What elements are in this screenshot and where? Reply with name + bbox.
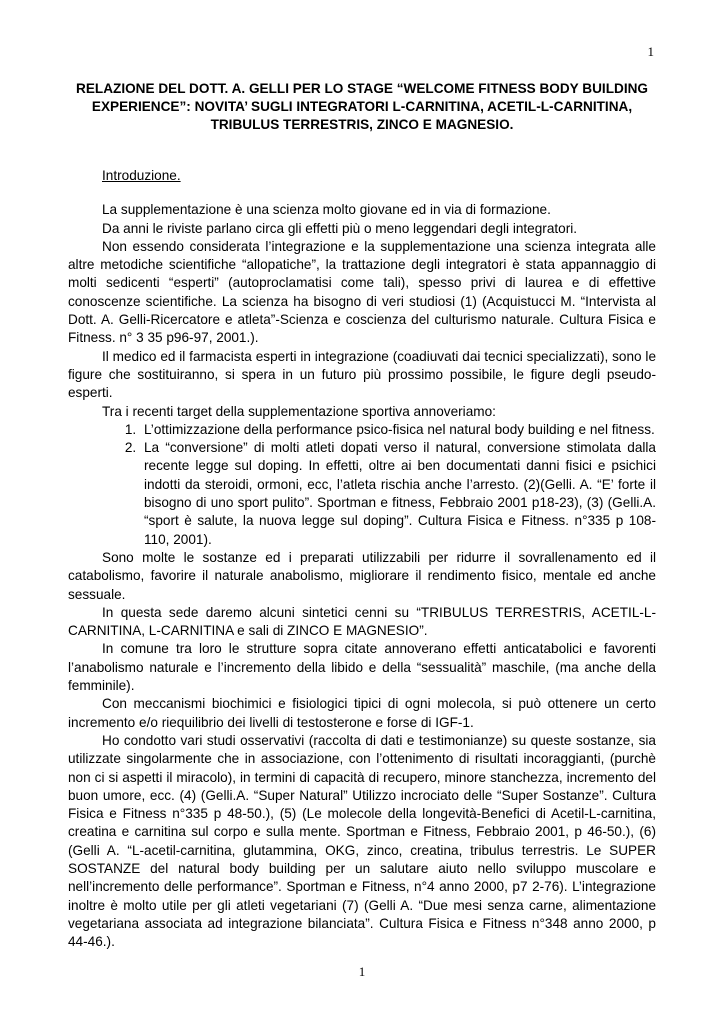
- paragraph: Non essendo considerata l’integrazione e la supplementazione una scienza integrata alle altre metodiche scientifiche “allopatiche”, la trattazione degli integratori è stata appannaggio di molti sedicenti “esperti” (autoproclamatisi come tali), spesso privi di laurea e di effettive conoscenze scientifiche. La scienza ha bisogno di veri studiosi (1) (Acquistucci M. “Intervista al Dott. A. Gelli-Ricercatore e atleta”-Scienza e coscienza del culturismo naturale. Cultura Fisica e Fitness. n° 3 35 p96-97, 2001.).: [68, 238, 656, 346]
- list-item: 2. La “conversione” di molti atleti dopati verso il natural, conversione stimolata dalla recente legge sul doping. In effetti, oltre ai ben documentati danni fisici e psichici indotti da steroidi, ormoni, ecc, l’atleta rischia anche l’arresto. (2)(Gelli. A. “E’ forte il bisogno di uno sport pulito”. Sportman e fitness, Febbraio 2001 p18-23), (3) (Gelli.A. “sport è salute, la nuova legge sul doping”. Cultura Fisica e Fitness. n°335 p 108-110, 2001).: [140, 439, 656, 549]
- paragraph: In comune tra loro le strutture sopra citate annoverano effetti anticatabolici e favorenti l’anabolismo naturale e l’incremento della libido e della “sessualità” maschile, (ma anche della femminile).: [68, 641, 656, 694]
- paragraph: Sono molte le sostanze ed i preparati utilizzabili per ridurre il sovrallenamento ed il catabolismo, favorire il naturale anabolismo, migliorare il rendimento fisico, mentale ed anche sessuale.: [68, 549, 656, 602]
- page-number-top: 1: [647, 44, 654, 59]
- paragraph: Da anni le riviste parlano circa gli effetti più o meno leggendari degli integratori.: [102, 220, 578, 236]
- list-item: 1. L’ottimizzazione della performance psico-fisica nel natural body building e nel fitness.: [140, 421, 656, 439]
- page-number-bottom: 1: [358, 964, 366, 979]
- paragraph: Con meccanismi biochimici e fisiologici tipici di ogni molecola, si può ottenere un certo incremento e/o riequilibrio dei livelli di testosterone e forse di IGF-1.: [68, 696, 656, 730]
- paragraph: La supplementazione è una scienza molto giovane ed in via di formazione.: [102, 202, 551, 218]
- numbered-list: [68, 421, 656, 549]
- paragraph: In questa sede daremo alcuni sintetici cenni su “TRIBULUS TERRESTRIS, ACETIL-L-CARNITINA, L-CARNITINA e sali di ZINCO E MAGNESIO”.: [68, 604, 656, 639]
- document-body: [68, 80, 656, 951]
- paragraph: Il medico ed il farmacista esperti in integrazione (coadiuvati dai tecnici specializzati), sono le figure che sostituiranno, si spera in un futuro più prossimo possibile, le figure degli pseudo-esperti.: [68, 348, 656, 401]
- paragraph: Tra i recenti target della supplementazione sportiva annoveriamo:: [102, 403, 496, 419]
- section-heading: Introduzione.: [102, 168, 181, 183]
- document-title: RELAZIONE DEL DOTT. A. GELLI PER LO STAGE “WELCOME FITNESS BODY BUILDING EXPERIENCE”: NOVITA’ SUGLI INTEGRATORI L-CARNITINA, ACETIL-L-CARNITINA, TRIBULUS TERRESTRIS, ZINCO E MAGNESIO.: [76, 81, 648, 132]
- paragraph: Ho condotto vari studi osservativi (raccolta di dati e testimonianze) su queste sostanze, sia utilizzate singolarmente che in associazione, con l’ottenimento di risultati incoraggianti, (purchè non ci si aspetti il miracolo), in termini di capacità di recupero, minore stanchezza, incremento del buon umore, ecc. (4) (Gelli.A. “Super Natural” Utilizzo incrociato delle “Super Sostanze”. Cultura Fisica e Fitness n°335 p 48-50.), (5) (Le molecole della longevità-Benefici di Acetil-L-carnitina, creatina e carnitina sul corpo e sulla mente. Sportman e Fitness, Febbraio 2001, p 46-50.), (6) (Gelli A. “L-acetil-carnitina, glutammina, OKG, zinco, creatina, tribulus terrestris. Le SUPER SOSTANZE del natural body building per un salutare aiuto nello sviluppo muscolare e nell’incremento delle performance”. Sportman e Fitness, n°4 anno 2000, p7 2-76). L’integrazione inoltre è molto utile per gli atleti vegetariani (7) (Gelli A. “Due mesi senza carne, alimentazione vegetariana associata ad integrazione bilanciata”. Cultura Fisica e Fitness n°348 anno 2000, p 44-46.).: [68, 732, 656, 950]
